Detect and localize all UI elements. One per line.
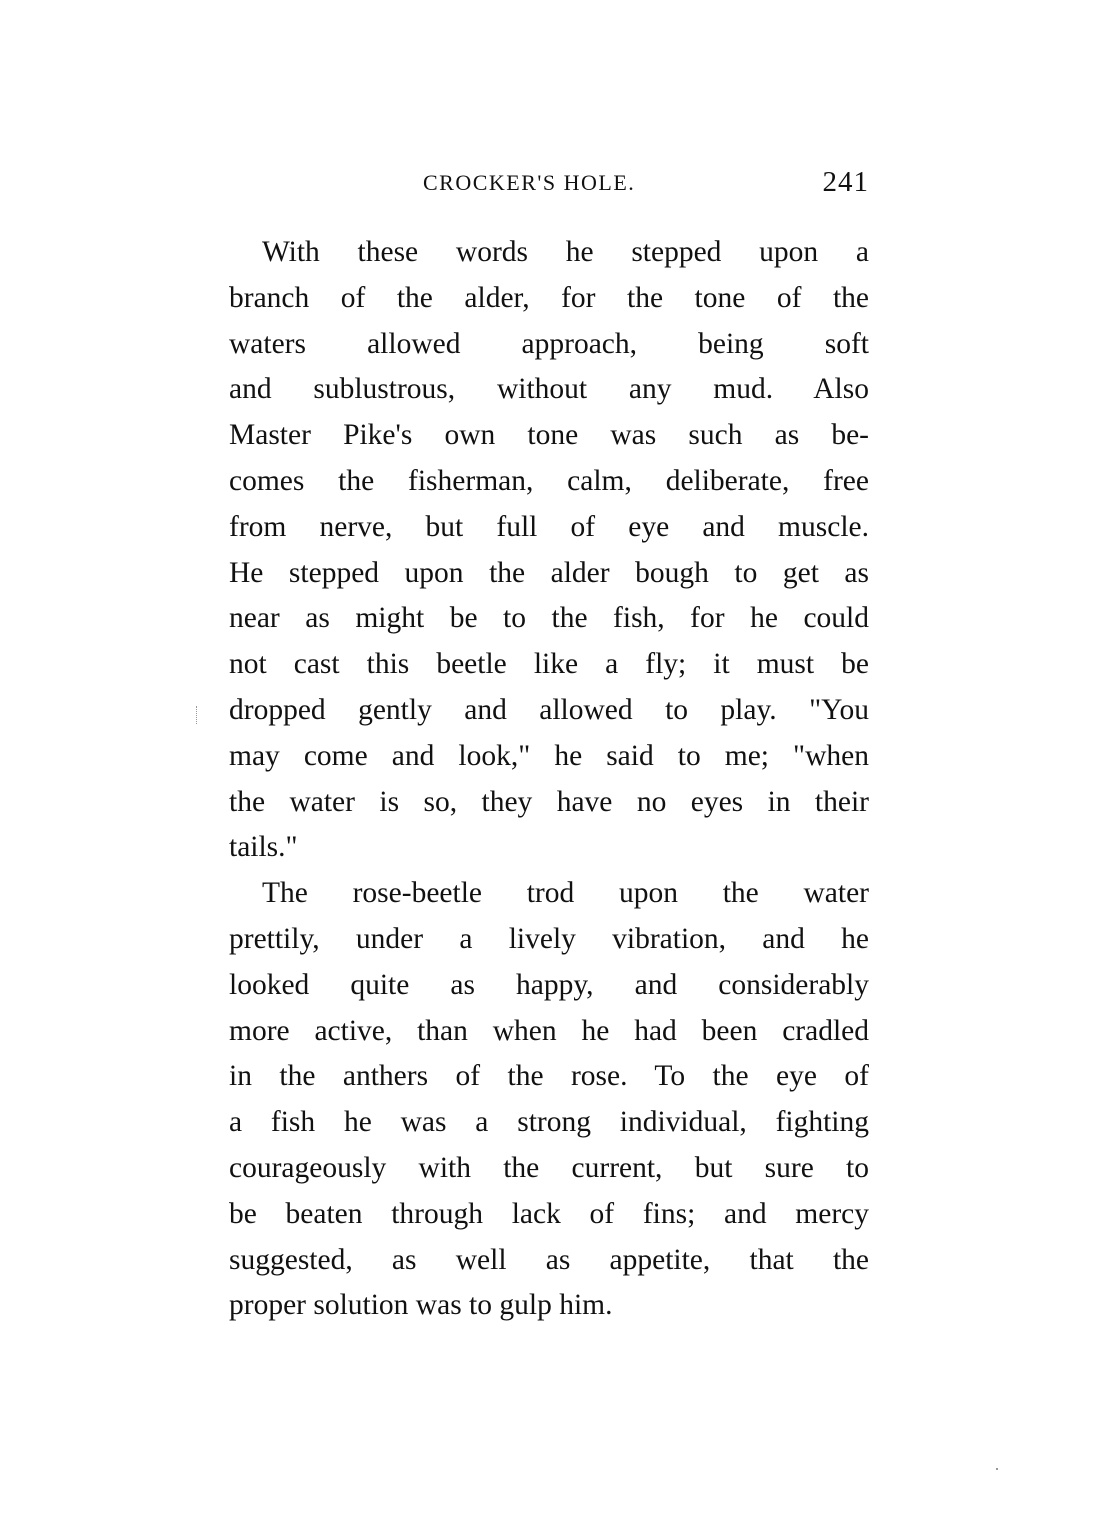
chapter-title: CROCKER'S HOLE. (423, 170, 636, 195)
text-line: proper solution was to gulp him. (229, 1289, 613, 1322)
text-line: a fish he was a strong individual, fighting (229, 1106, 869, 1139)
text-line: the water is so, they have no eyes in their (229, 785, 869, 818)
paragraph-1 (229, 230, 869, 871)
text-line: suggested, as well as appetite, that the (229, 1243, 869, 1276)
text-line: prettily, under a lively vibration, and he (229, 922, 869, 955)
running-header (229, 166, 869, 206)
text-line: in the anthers of the rose. To the eye of (229, 1060, 869, 1093)
text-line: comes the fisherman, calm, deliberate, free (229, 464, 869, 497)
text-line: may come and look," he said to me; "when (229, 739, 869, 772)
text-line: branch of the alder, for the tone of the (229, 281, 869, 314)
paragraph-2 (229, 871, 869, 1329)
text-line: Master Pike's own tone was such as be- (229, 419, 869, 452)
text-line: looked quite as happy, and considerably (229, 968, 869, 1001)
text-line: dropped gently and allowed to play. "You (229, 693, 869, 726)
scan-edge-mark (196, 706, 201, 724)
text-line: With these words he stepped upon a (262, 236, 869, 268)
body-text (229, 230, 869, 1329)
text-line: and sublustrous, without any mud. Also (229, 373, 869, 406)
page-number: 241 (822, 166, 869, 198)
text-line: courageously with the current, but sure to (229, 1151, 869, 1184)
scan-speck (996, 1468, 998, 1470)
text-line: from nerve, but full of eye and muscle. (229, 510, 869, 543)
text-line: He stepped upon the alder bough to get as (229, 556, 869, 589)
text-line: The rose-beetle trod upon the water (262, 877, 869, 910)
text-line: waters allowed approach, being soft (229, 327, 869, 360)
text-line: be beaten through lack of fins; and mercy (229, 1197, 869, 1230)
text-line: tails." (229, 831, 298, 864)
text-line: more active, than when he had been cradled (229, 1014, 869, 1047)
text-line: not cast this beetle like a fly; it must be (229, 648, 869, 681)
text-line: near as might be to the fish, for he could (229, 602, 869, 635)
